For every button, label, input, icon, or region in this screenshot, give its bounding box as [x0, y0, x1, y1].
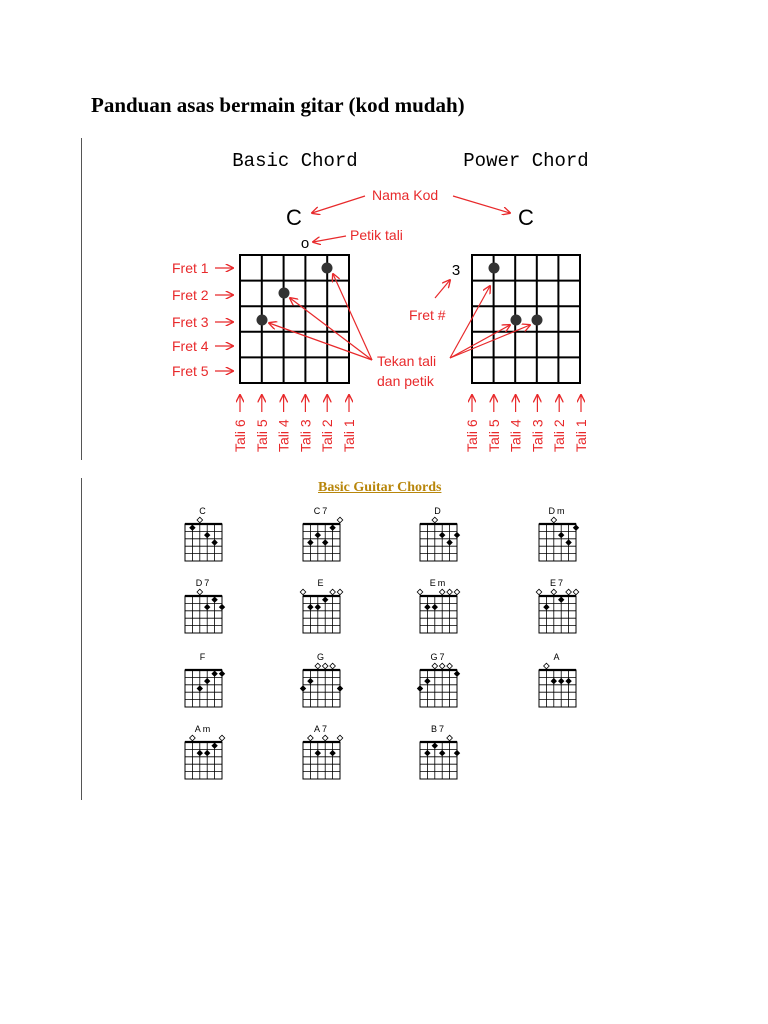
string-label: Tali 6: [232, 419, 248, 452]
finger-dot: [511, 315, 522, 326]
chord-diagram: [417, 578, 460, 633]
finger-dot: [543, 604, 549, 610]
finger-dot: [257, 315, 268, 326]
fret-label: Fret 3: [172, 314, 209, 330]
open-string-marker: [197, 517, 203, 523]
open-string-marker: [330, 663, 336, 669]
finger-dot: [432, 604, 438, 610]
fret-label: Fret 1: [172, 260, 209, 276]
grid-frame: [420, 742, 457, 779]
chord-name: A: [553, 652, 562, 662]
string-label: Tali 1: [341, 419, 357, 452]
string-label: Tali 3: [297, 419, 314, 452]
open-string-marker: [219, 735, 225, 741]
finger-dot: [439, 532, 445, 538]
chord-name: G7: [430, 652, 447, 662]
open-string-marker: [337, 517, 343, 523]
page-title: Panduan asas bermain gitar (kod mudah): [91, 93, 465, 117]
chord-name: C7: [313, 506, 330, 516]
finger-dot: [307, 678, 313, 684]
grid-frame: [303, 596, 340, 633]
finger-dot: [329, 525, 335, 531]
finger-dot: [211, 597, 217, 603]
finger-dot: [439, 750, 445, 756]
chord-name: D: [434, 506, 443, 516]
open-string-marker: o: [300, 235, 310, 252]
string-label: Tali 2: [319, 419, 336, 452]
finger-dot: [489, 263, 500, 274]
open-string-marker: [300, 589, 306, 595]
finger-dot: [204, 750, 210, 756]
grid-frame: [420, 670, 457, 707]
finger-dot: [204, 678, 210, 684]
grid-frame: [185, 596, 222, 633]
finger-dot: [315, 604, 321, 610]
finger-dot: [337, 685, 343, 691]
label-pluck-string: Petik tali: [350, 227, 403, 243]
chord-diagram: [300, 578, 343, 633]
open-string-marker: [544, 663, 550, 669]
chord-name: A7: [313, 724, 330, 734]
open-string-marker: [197, 589, 203, 595]
finger-dot: [424, 604, 430, 610]
fret-number: 3: [451, 262, 461, 279]
label-press-line1: Tekan tali: [377, 353, 437, 369]
chord-diagram: [185, 724, 225, 779]
chord-explainer-diagram: [0, 0, 768, 470]
finger-dot: [307, 604, 313, 610]
finger-dot: [197, 750, 203, 756]
open-string-marker: [573, 589, 579, 595]
finger-dot: [565, 678, 571, 684]
finger-dot: [329, 750, 335, 756]
finger-dot: [573, 525, 579, 531]
finger-dot: [211, 671, 217, 677]
open-string-marker: [432, 663, 438, 669]
chord-diagram: [300, 652, 343, 707]
chord-name: Dm: [548, 506, 567, 516]
open-string-marker: [417, 589, 423, 595]
grid-frame: [420, 596, 457, 633]
finger-dot: [558, 597, 564, 603]
grid-frame: [185, 742, 222, 779]
finger-dot: [454, 532, 460, 538]
finger-dot: [432, 743, 438, 749]
finger-dot: [417, 685, 423, 691]
chord-name-power: C: [518, 205, 534, 230]
string-label: Tali 4: [507, 419, 524, 452]
chord-name: C: [199, 506, 208, 516]
chord-diagram: [539, 652, 576, 707]
chord-name: D7: [195, 578, 212, 588]
chord-diagram: [185, 652, 225, 707]
finger-dot: [219, 604, 225, 610]
finger-dot: [307, 539, 313, 545]
grid-frame: [539, 596, 576, 633]
finger-dot: [558, 678, 564, 684]
string-label: Tali 6: [464, 419, 480, 452]
heading-basic-chord: Basic Chord: [232, 150, 358, 172]
finger-dot: [219, 671, 225, 677]
open-string-marker: [322, 735, 328, 741]
finger-dot: [322, 263, 333, 274]
open-string-marker: [536, 589, 542, 595]
finger-dot: [315, 750, 321, 756]
chord-diagram: [185, 506, 222, 561]
string-label: Tali 5: [253, 419, 270, 452]
chord-name: Am: [194, 724, 213, 734]
open-string-marker: [337, 735, 343, 741]
finger-dot: [189, 525, 195, 531]
string-label: Tali 5: [485, 419, 502, 452]
grid-frame: [185, 670, 222, 707]
open-string-marker: [315, 663, 321, 669]
fret-label: Fret 5: [172, 363, 209, 379]
fret-label: Fret 2: [172, 287, 209, 303]
open-string-marker: [439, 589, 445, 595]
finger-dot: [300, 685, 306, 691]
chord-name: F: [199, 652, 208, 662]
open-string-marker: [447, 735, 453, 741]
finger-dot: [211, 743, 217, 749]
finger-dot: [565, 539, 571, 545]
finger-dot: [454, 671, 460, 677]
open-string-marker: [447, 663, 453, 669]
open-string-marker: [337, 589, 343, 595]
open-string-marker: [322, 663, 328, 669]
label-chord-name: Nama Kod: [372, 187, 439, 203]
string-label: Tali 1: [573, 419, 589, 452]
finger-dot: [424, 678, 430, 684]
chord-name-basic: C: [286, 205, 302, 230]
chord-diagram: [303, 506, 343, 561]
finger-dot: [204, 532, 210, 538]
string-label: Tali 4: [275, 419, 292, 452]
string-label: Tali 2: [551, 419, 568, 452]
chord-name: G: [316, 652, 327, 662]
chord-diagram: [539, 506, 579, 561]
finger-dot: [322, 597, 328, 603]
chord-diagram: [303, 724, 343, 779]
open-string-marker: [432, 517, 438, 523]
chord-name: E7: [549, 578, 566, 588]
finger-dot: [279, 288, 290, 299]
open-string-marker: [551, 589, 557, 595]
string-label: Tali 3: [529, 419, 546, 452]
finger-dot: [322, 539, 328, 545]
open-string-marker: [447, 589, 453, 595]
finger-dot: [315, 532, 321, 538]
open-string-marker: [190, 735, 196, 741]
finger-dot: [424, 750, 430, 756]
open-string-marker: [551, 517, 557, 523]
chord-diagram: [420, 506, 460, 561]
finger-dot: [446, 539, 452, 545]
open-string-marker: [454, 589, 460, 595]
grid-frame: [539, 670, 576, 707]
label-fret-number: Fret #: [409, 307, 446, 323]
grid-frame: [472, 255, 580, 383]
grid-frame: [303, 670, 340, 707]
open-string-marker: [308, 735, 314, 741]
chord-diagram: [420, 724, 460, 779]
finger-dot: [211, 539, 217, 545]
finger-dot: [551, 678, 557, 684]
grid-frame: [303, 742, 340, 779]
power-chord-grid: [472, 255, 580, 383]
chord-diagram: [185, 578, 225, 633]
finger-dot: [454, 750, 460, 756]
chord-name: B7: [430, 724, 447, 734]
label-press-line2: dan petik: [377, 373, 434, 389]
finger-dot: [204, 604, 210, 610]
chord-name: E: [317, 578, 326, 588]
chord-diagram: [536, 578, 579, 633]
chord-name: Em: [429, 578, 448, 588]
open-string-marker: [330, 589, 336, 595]
finger-dot: [532, 315, 543, 326]
finger-dot: [558, 532, 564, 538]
fret-label: Fret 4: [172, 338, 209, 354]
section-title-basic-guitar-chords: Basic Guitar Chords: [318, 480, 442, 495]
finger-dot: [197, 685, 203, 691]
open-string-marker: [566, 589, 572, 595]
heading-power-chord: Power Chord: [463, 150, 589, 172]
open-string-marker: [439, 663, 445, 669]
chord-chart-grid: [0, 500, 768, 820]
chord-diagram: [417, 652, 460, 707]
